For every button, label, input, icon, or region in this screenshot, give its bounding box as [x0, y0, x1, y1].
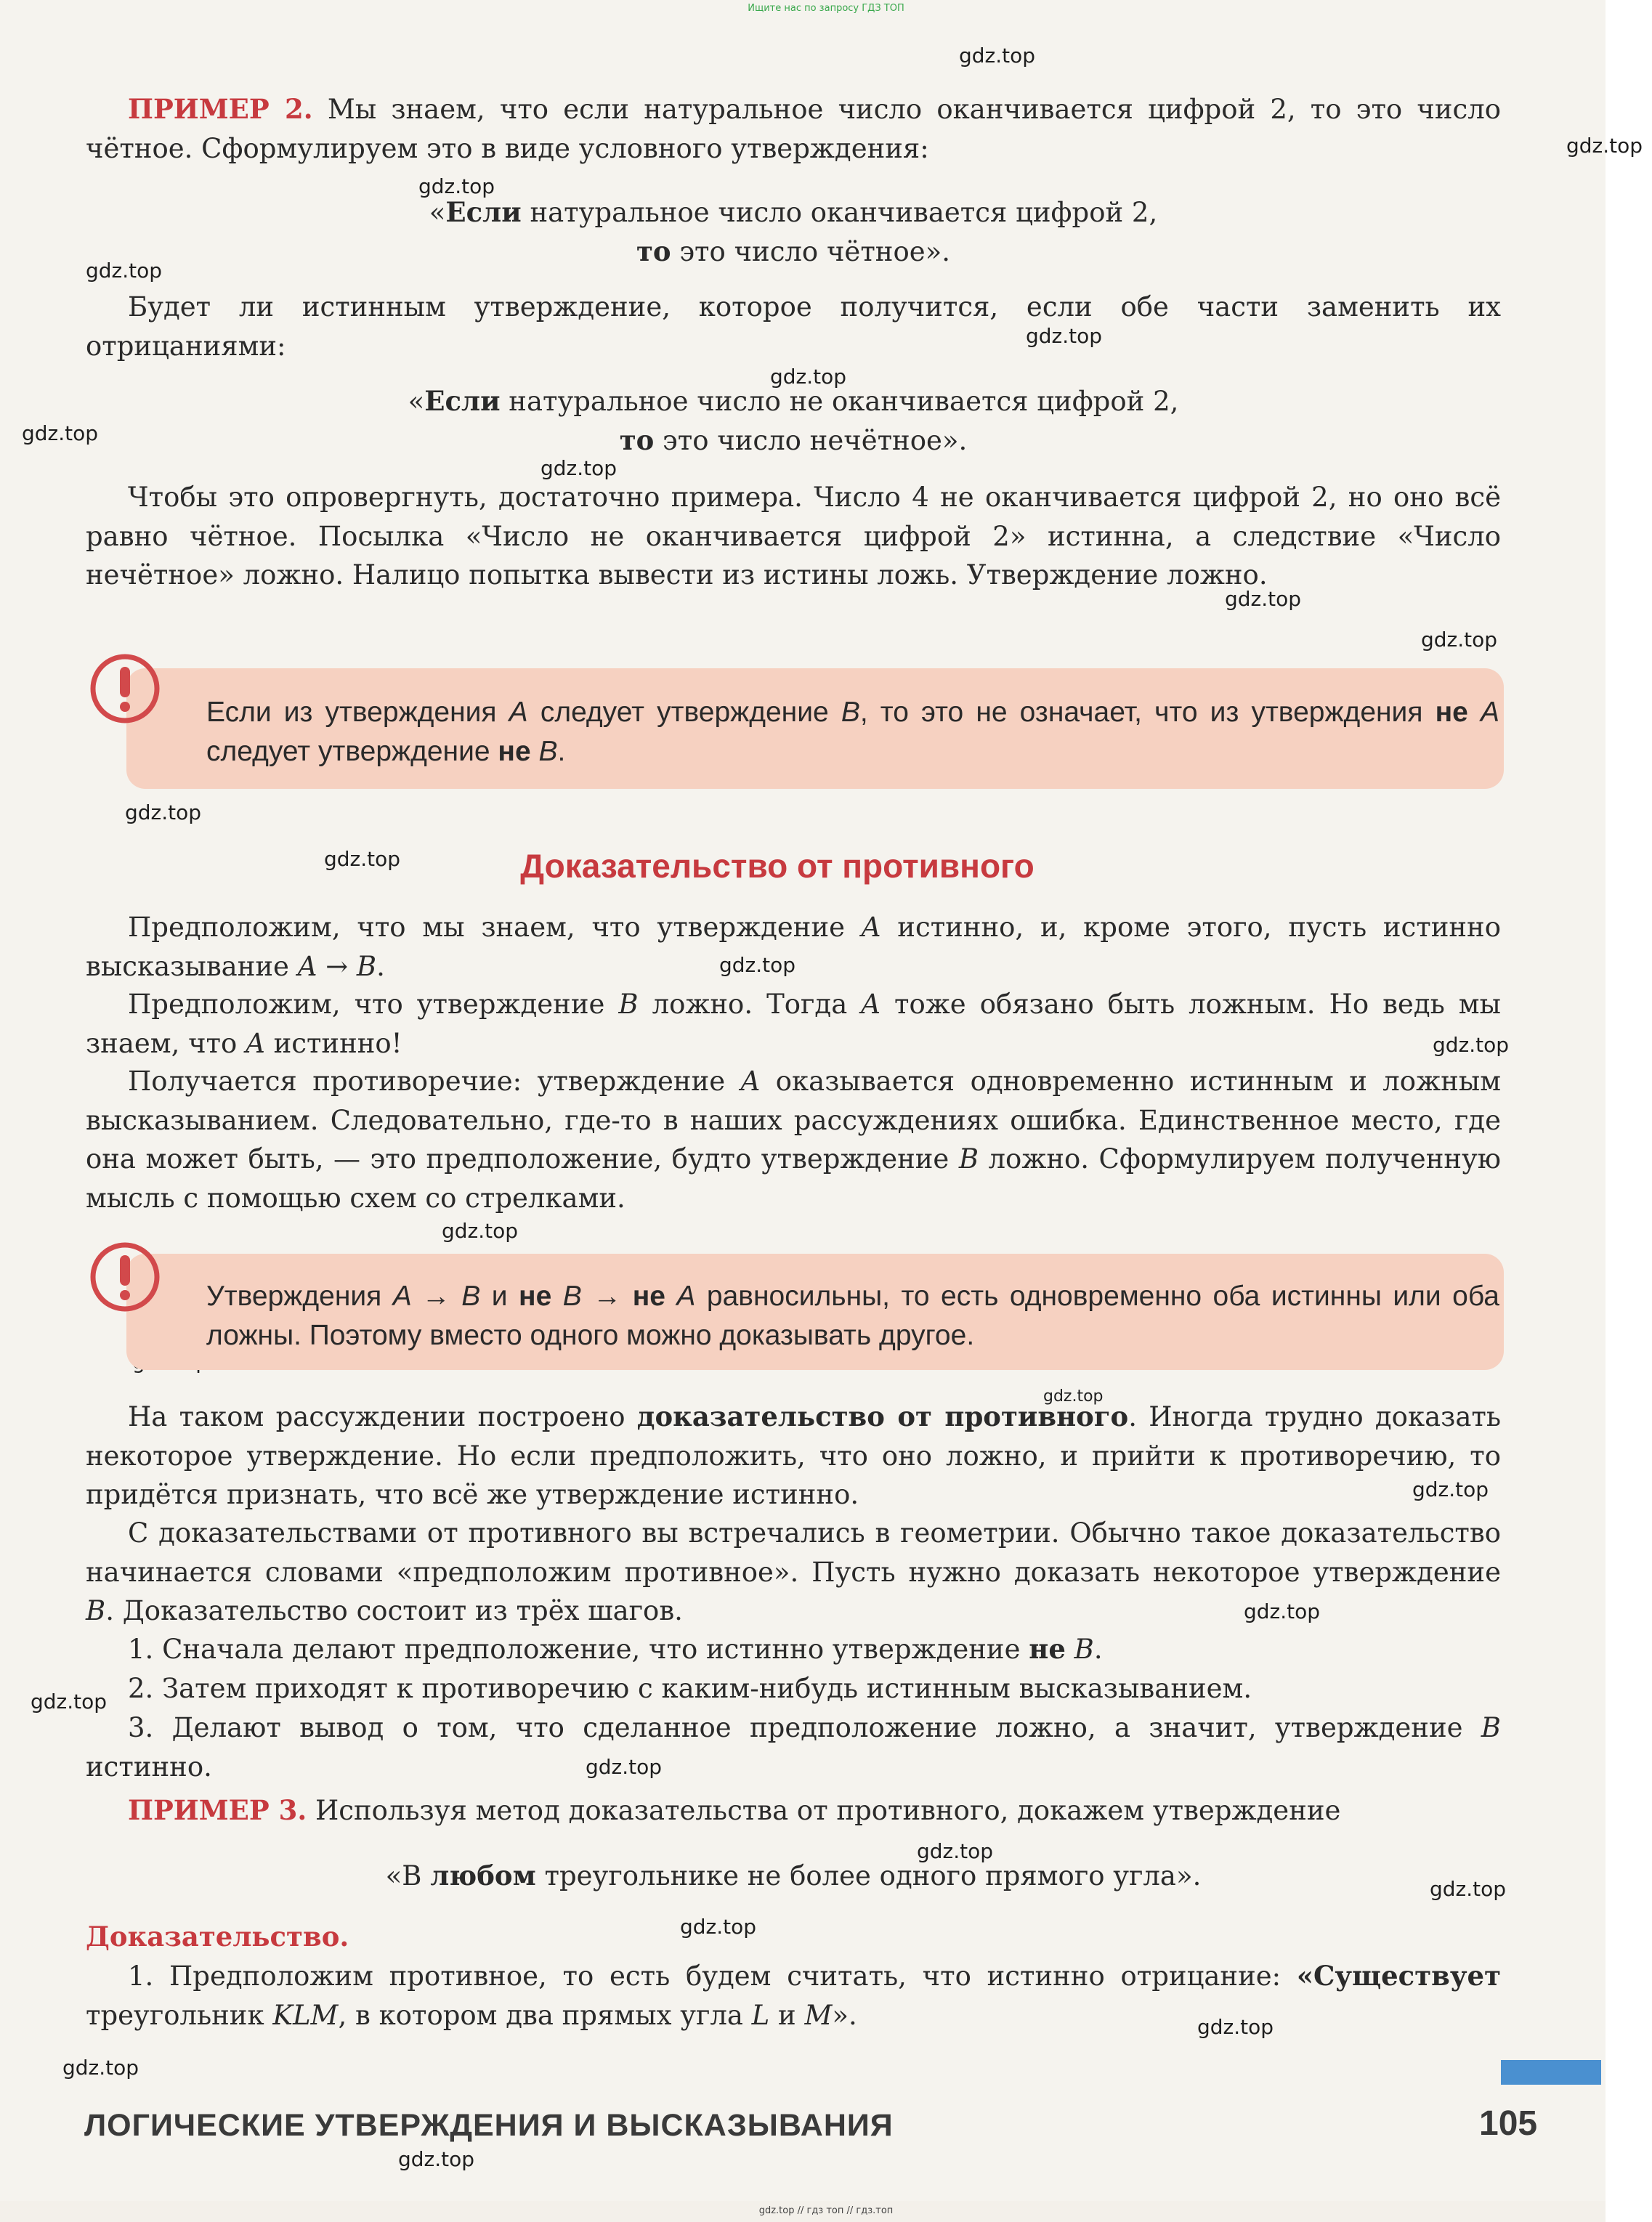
- footer-title: ЛОГИЧЕСКИЕ УТВЕРЖДЕНИЯ И ВЫСКАЗЫВАНИЯ: [84, 2108, 894, 2143]
- watermark: gdz.top: [31, 1690, 108, 1714]
- watermark: gdz.top: [586, 1755, 663, 1779]
- warning-text-1: Если из утверждения A следует утверждение B, то это не означает, что из утверждения не A следует утверждение не B.: [206, 697, 1499, 767]
- watermark: gdz.top: [1026, 324, 1103, 348]
- watermark: gdz.top: [86, 259, 163, 283]
- quote2-line2: то это число нечётное».: [619, 424, 968, 456]
- quote1-line2: то это число чётное».: [636, 235, 951, 267]
- quote3: «В любом треугольнике не более одного прямого угла».: [385, 1860, 1202, 1891]
- example3-paragraph: ПРИМЕР 3. Используя метод доказательства от противного, докажем утверждение: [128, 1794, 1341, 1826]
- watermark: gdz.top: [418, 174, 495, 198]
- watermark: gdz.top: [1430, 1877, 1507, 1901]
- para2: Предположим, что утверждение B ложно. Тогда A тоже обязано быть ложным. Но ведь мы знаем, что A истинно!: [86, 989, 1501, 1059]
- exclamation-icon: [89, 1241, 161, 1313]
- site-note-top[interactable]: Ищите нас по запросу ГДЗ ТОП: [748, 3, 904, 14]
- question-paragraph: Будет ли истинным утверждение, которое получится, если обе части заменить их отрицаниями:: [86, 291, 1501, 362]
- site-note-bottom[interactable]: gdz.top // гдз топ // гдз.топ: [758, 2205, 894, 2216]
- para1: Предположим, что мы знаем, что утверждение A истинно, и, кроме этого, пусть истинно высказывание A → B.: [86, 912, 1501, 982]
- watermark: gdz.top: [1566, 134, 1643, 158]
- watermark: gdz.top: [680, 1915, 757, 1939]
- warning-text-2: Утверждения A → B и не B → не A равносильны, то есть одновременно оба истинны или оба ложны. Поэтому вместо одного можно доказывать другое.: [206, 1281, 1499, 1351]
- para5: С доказательствами от противного вы встречались в геометрии. Обычно такое доказательство начинается словами «предположим противное». Пусть нужно доказать некоторое утверждение B. Доказательство состоит из трёх шагов.: [86, 1517, 1501, 1626]
- kw-if: Если: [445, 196, 522, 228]
- watermark: gdz.top: [324, 847, 401, 871]
- watermark: gdz.top: [125, 800, 202, 824]
- kw-then: то: [636, 235, 671, 267]
- proof-label-line: [86, 1918, 1501, 1957]
- section-title: Доказательство от противного: [520, 847, 1034, 885]
- example2-text: Мы знаем, что если натуральное число оканчивается цифрой 2, то это число чётное. Сформулируем это в виде условного утверждения:: [86, 94, 1501, 164]
- watermark: gdz.top: [540, 456, 618, 480]
- watermark: gdz.top: [22, 421, 99, 445]
- para4: На таком рассуждении построено доказательство от противного. Иногда трудно доказать некоторое утверждение. Но если предположить, что оно ложно, и прийти к противоречию, то придётся признать, что всё же утверждение истинно.: [86, 1400, 1501, 1510]
- watermark: gdz.top: [1421, 628, 1498, 652]
- proof-step-1: 1. Предположим противное, то есть будем считать, что истинно отрицание: «Существует треугольник KLM, в котором два прямых угла L и M».: [86, 1960, 1501, 2031]
- watermark: gdz.top: [398, 2147, 475, 2171]
- para3: Получается противоречие: утверждение A оказывается одновременно истинным и ложным высказыванием. Следовательно, где-то в наших рассуждениях ошибка. Единственное место, где она может быть, — это предположение, будто утверждение B ложно. Сформулируем полученную мысль с помощью схем со стрелками.: [86, 1066, 1502, 1214]
- refute-paragraph: Чтобы это опровергнуть, достаточно примера. Число 4 не оканчивается цифрой 2, но оно всё равно чётное. Посылка «Число не оканчивается цифрой 2» истинна, а следствие «Число нечётное» ложно. Налицо попытка вывести из истины ложь. Утверждение ложно.: [86, 482, 1501, 591]
- example2-paragraph: [86, 90, 1501, 168]
- watermark: gdz.top: [719, 953, 796, 977]
- example2-label: ПРИМЕР 2.: [128, 93, 313, 125]
- proof-label: Доказательство.: [86, 1921, 349, 1953]
- watermark: gdz.top: [1433, 1033, 1510, 1057]
- example3-label: ПРИМЕР 3.: [128, 1794, 307, 1826]
- step-1: 1. Сначала делают предположение, что истинно утверждение не B.: [128, 1633, 1103, 1665]
- step-2: 2. Затем приходят к противоречию с каким-нибудь истинным высказыванием.: [128, 1673, 1252, 1704]
- watermark: gdz.top: [1412, 1477, 1489, 1501]
- watermark: gdz.top: [959, 44, 1036, 68]
- page-number: 105: [1479, 2104, 1538, 2143]
- exclamation-icon: [89, 652, 161, 725]
- watermark: gdz.top: [442, 1219, 519, 1243]
- quote1-line1: «Если натуральное число оканчивается цифрой 2,: [429, 196, 1158, 228]
- watermark: gdz.top: [1244, 1599, 1321, 1623]
- step-3: 3. Делают вывод о том, что сделанное предположение ложно, а значит, утверждение B истинно.: [86, 1712, 1501, 1783]
- watermark: gdz.top: [917, 1839, 994, 1863]
- watermark: gdz.top: [1043, 1387, 1104, 1406]
- watermark: gdz.top: [62, 2056, 139, 2080]
- kw-if: Если: [424, 385, 501, 417]
- kw-then: то: [619, 424, 655, 456]
- page-tab-marker: [1501, 2060, 1601, 2085]
- page-margin: [1606, 0, 1652, 2222]
- watermark: gdz.top: [1225, 587, 1302, 611]
- watermark: gdz.top: [770, 365, 847, 389]
- watermark: gdz.top: [1197, 2015, 1274, 2039]
- quote2-line1: «Если натуральное число не оканчивается цифрой 2,: [408, 385, 1179, 417]
